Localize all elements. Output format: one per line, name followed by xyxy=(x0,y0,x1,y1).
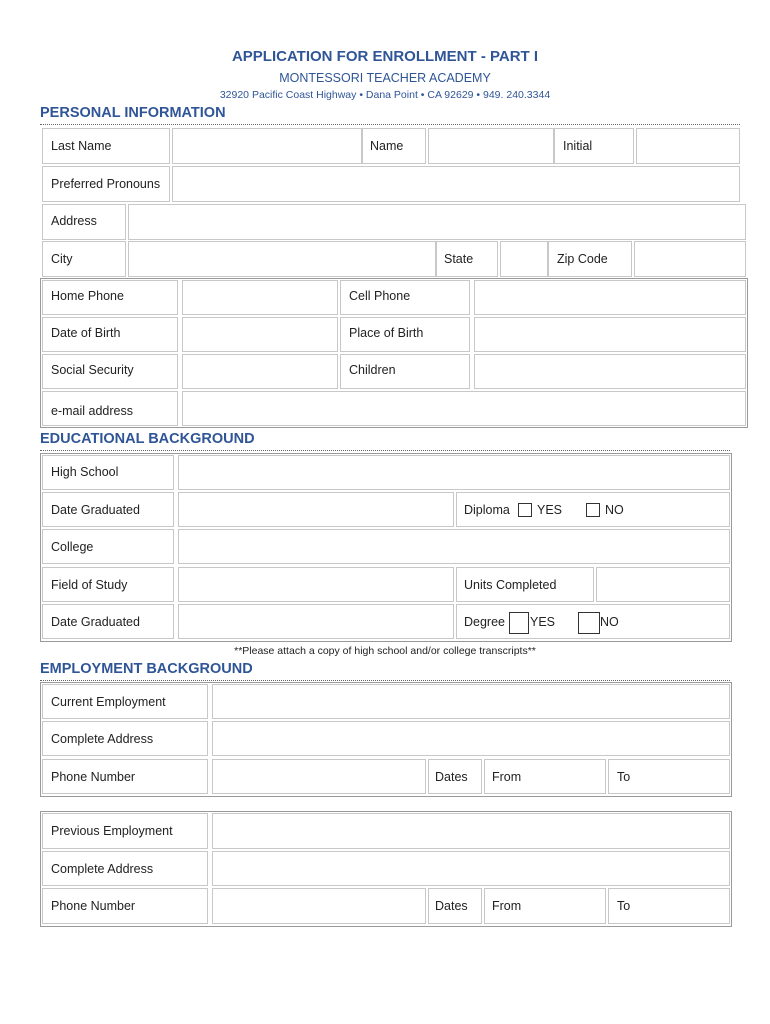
degree-yes-checkbox[interactable] xyxy=(509,612,529,634)
previous-from-label: From xyxy=(492,899,522,913)
initial-field[interactable] xyxy=(636,128,740,164)
section-education-heading: EDUCATIONAL BACKGROUND xyxy=(40,431,255,447)
high-school-label: High School xyxy=(51,465,119,479)
dob-label: Date of Birth xyxy=(51,326,121,340)
section-personal-heading: PERSONAL INFORMATION xyxy=(40,105,226,121)
date-graduated-field[interactable] xyxy=(178,492,454,527)
previous-dates-label: Dates xyxy=(435,899,468,913)
previous-employment-label: Previous Employment xyxy=(51,824,173,838)
children-field[interactable] xyxy=(474,354,746,389)
children-label: Children xyxy=(349,363,396,377)
field-of-study-label: Field of Study xyxy=(51,578,128,592)
section-employment-heading: EMPLOYMENT BACKGROUND xyxy=(40,661,253,677)
address-label: Address xyxy=(51,214,97,228)
high-school-field[interactable] xyxy=(178,455,730,490)
previous-phone-label: Phone Number xyxy=(51,899,136,913)
units-completed-label: Units Completed xyxy=(464,578,557,592)
name-field[interactable] xyxy=(428,128,554,164)
home-phone-label: Home Phone xyxy=(51,289,124,303)
previous-phone-field[interactable] xyxy=(212,888,426,924)
transcripts-note: **Please attach a copy of high school and/or college transcripts** xyxy=(234,645,536,657)
cell-phone-field[interactable] xyxy=(474,280,746,315)
zip-label: Zip Code xyxy=(557,252,608,266)
city-label: City xyxy=(51,252,73,266)
current-phone-label: Phone Number xyxy=(51,770,136,784)
dob-field[interactable] xyxy=(182,317,338,352)
degree-label: Degree xyxy=(464,615,505,629)
ssn-label: Social Security xyxy=(51,363,134,377)
form-title: APPLICATION FOR ENROLLMENT - PART I xyxy=(231,48,539,65)
date-graduated-label: Date Graduated xyxy=(51,503,140,517)
last-name-label: Last Name xyxy=(51,139,112,153)
cell-phone-label: Cell Phone xyxy=(349,289,411,303)
current-address-label: Complete Address xyxy=(51,732,154,746)
pob-field[interactable] xyxy=(474,317,746,352)
email-label: e-mail address xyxy=(51,404,133,418)
diploma-no-label: NO xyxy=(605,503,624,517)
pob-label: Place of Birth xyxy=(349,326,424,340)
last-name-field[interactable] xyxy=(172,128,362,164)
zip-field[interactable] xyxy=(634,241,746,277)
school-name: MONTESSORI TEACHER ACADEMY xyxy=(279,71,491,85)
diploma-label: Diploma xyxy=(464,503,510,517)
previous-employment-field[interactable] xyxy=(212,813,730,849)
previous-address-label: Complete Address xyxy=(51,862,154,876)
current-to-label: To xyxy=(617,770,631,784)
school-address: 32920 Pacific Coast Highway • Dana Point • CA 92629 • 949. 240.3344 xyxy=(219,89,551,101)
college-field[interactable] xyxy=(178,529,730,564)
section-divider xyxy=(40,124,740,125)
field-of-study-field[interactable] xyxy=(178,567,454,602)
diploma-yes-label: YES xyxy=(537,503,563,517)
email-field[interactable] xyxy=(182,391,746,426)
degree-no-checkbox[interactable] xyxy=(578,612,600,634)
diploma-no-checkbox[interactable] xyxy=(586,503,600,517)
current-address-field[interactable] xyxy=(212,721,730,756)
previous-to-label: To xyxy=(617,899,631,913)
section-divider xyxy=(40,680,730,681)
initial-label: Initial xyxy=(563,139,593,153)
address-field[interactable] xyxy=(128,204,746,240)
degree-no-label: NO xyxy=(600,615,619,629)
pronouns-field[interactable] xyxy=(172,166,740,202)
diploma-yes-checkbox[interactable] xyxy=(518,503,532,517)
state-label: State xyxy=(444,252,474,266)
city-field[interactable] xyxy=(128,241,436,277)
state-field[interactable] xyxy=(500,241,548,277)
current-from-label: From xyxy=(492,770,522,784)
current-dates-label: Dates xyxy=(435,770,468,784)
date-graduated-2-field[interactable] xyxy=(178,604,454,639)
pronouns-label: Preferred Pronouns xyxy=(51,177,161,191)
current-employment-field[interactable] xyxy=(212,684,730,719)
current-employment-label: Current Employment xyxy=(51,695,166,709)
college-label: College xyxy=(51,540,94,554)
date-graduated-2-label: Date Graduated xyxy=(51,615,140,629)
units-completed-field[interactable] xyxy=(596,567,730,602)
ssn-field[interactable] xyxy=(182,354,338,389)
name-label: Name xyxy=(370,139,404,153)
current-phone-field[interactable] xyxy=(212,759,426,794)
previous-address-field[interactable] xyxy=(212,851,730,886)
home-phone-field[interactable] xyxy=(182,280,338,315)
section-divider xyxy=(40,450,730,451)
degree-yes-label: YES xyxy=(530,615,556,629)
